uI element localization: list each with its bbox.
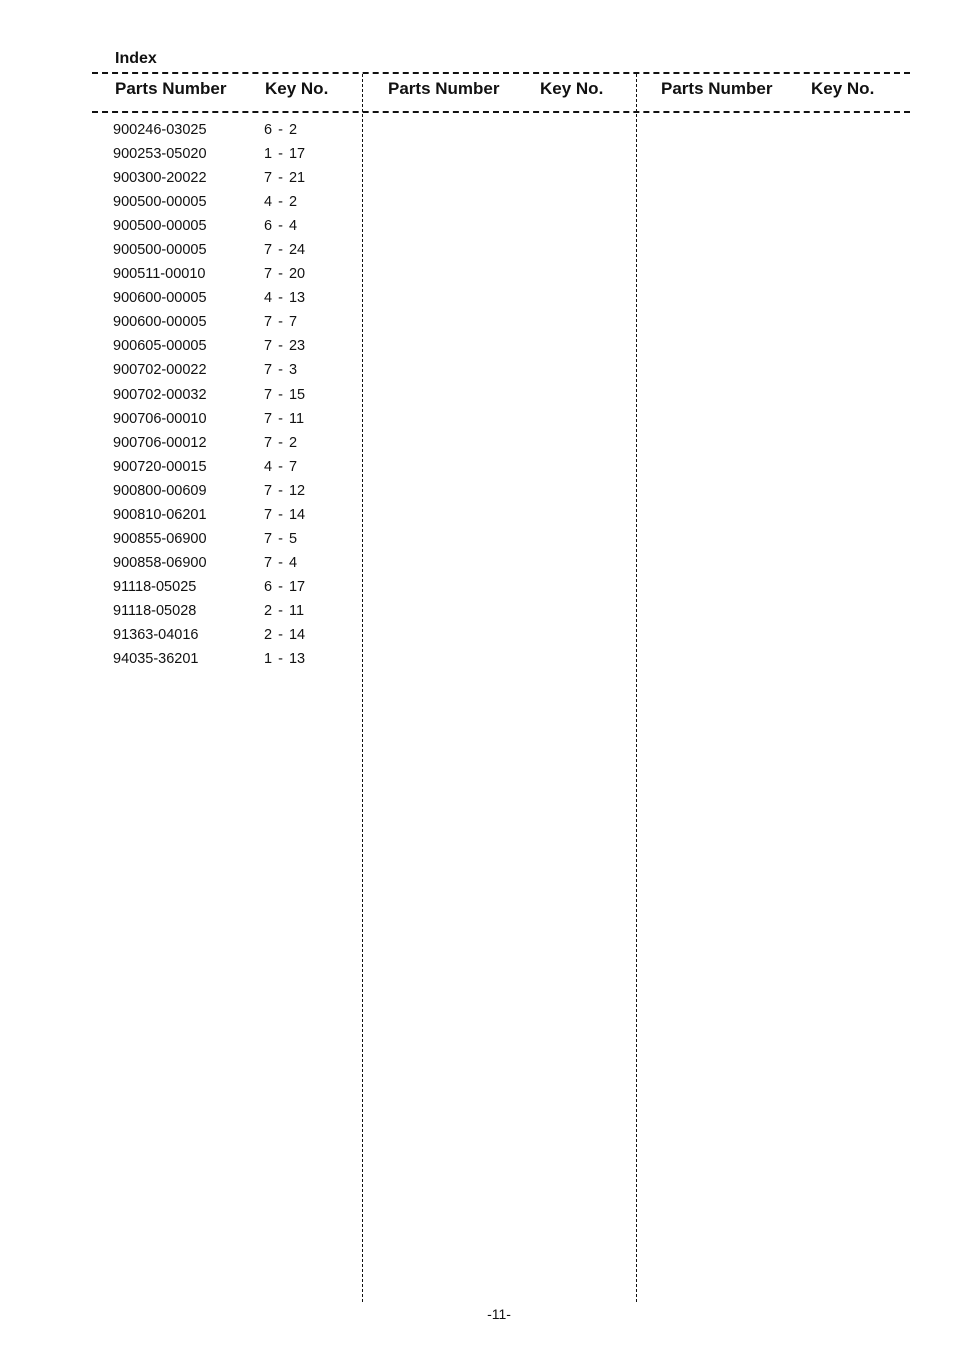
column-divider-1 (362, 74, 363, 1302)
part-number: 900300-20022 (113, 170, 207, 187)
part-number: 900702-00032 (113, 386, 207, 403)
table-row (113, 240, 353, 264)
column-2-key-header: Key No. (540, 79, 604, 98)
table-row (113, 192, 353, 216)
table-row (113, 409, 353, 433)
column-3-parts-header: Parts Number (661, 79, 773, 98)
key-number: 7 - 20 (264, 266, 306, 283)
key-number: 7 - 3 (264, 362, 298, 379)
table-row (113, 601, 353, 625)
page-number: -11- (487, 1306, 511, 1322)
part-number: 900600-00005 (113, 290, 207, 307)
key-number: 6 - 2 (264, 122, 298, 138)
key-number: 7 - 4 (264, 554, 298, 571)
key-number: 1 - 13 (264, 651, 306, 668)
key-number: 1 - 17 (264, 146, 306, 163)
table-row (113, 577, 353, 601)
part-number: 900855-06900 (113, 530, 207, 547)
key-number: 2 - 14 (264, 626, 306, 643)
part-number: 900706-00010 (113, 410, 207, 427)
key-number: 7 - 23 (264, 338, 306, 355)
part-number: 900800-00609 (113, 482, 207, 499)
table-row (113, 529, 353, 553)
part-number: 91118-05028 (113, 602, 197, 619)
table-row (113, 481, 353, 505)
table-row (113, 336, 353, 360)
part-number: 900858-06900 (113, 554, 207, 571)
key-number: 7 - 21 (264, 170, 306, 187)
key-number: 7 - 14 (264, 506, 306, 523)
table-row (113, 553, 353, 577)
key-number: 2 - 11 (264, 602, 305, 619)
table-row (113, 264, 353, 288)
column-3-key-header: Key No. (811, 79, 875, 98)
table-row (113, 385, 353, 409)
header-top-rule (92, 72, 910, 74)
table-row (113, 505, 353, 529)
part-number: 900511-00010 (113, 266, 206, 283)
column-1-key-header: Key No. (265, 79, 329, 98)
key-number: 4 - 2 (264, 194, 298, 211)
table-row (113, 457, 353, 481)
table-row (113, 144, 353, 168)
part-number: 94035-36201 (113, 651, 199, 668)
column-2-parts-header: Parts Number (388, 79, 500, 98)
part-number: 91363-04016 (113, 626, 199, 643)
table-row (113, 216, 353, 240)
table-row (113, 288, 353, 312)
key-number: 6 - 17 (264, 578, 306, 595)
part-number: 900500-00005 (113, 218, 207, 235)
part-number: 900500-00005 (113, 242, 207, 259)
table-row (113, 120, 353, 144)
key-number: 4 - 7 (264, 458, 298, 475)
table-row (113, 625, 353, 649)
part-number: 900253-05020 (113, 146, 207, 163)
index-title: Index (115, 50, 157, 67)
part-number: 900246-03025 (113, 122, 207, 138)
key-number: 7 - 2 (264, 434, 298, 451)
part-number: 900605-00005 (113, 338, 207, 355)
key-number: 6 - 4 (264, 218, 298, 235)
table-row (113, 433, 353, 457)
column-1-parts-header: Parts Number (115, 79, 227, 98)
key-number: 7 - 15 (264, 386, 306, 403)
key-number: 7 - 7 (264, 314, 298, 331)
header-bottom-rule (92, 111, 910, 113)
key-number: 7 - 24 (264, 242, 306, 259)
part-number: 900706-00012 (113, 434, 207, 451)
part-number: 91118-05025 (113, 578, 197, 595)
key-number: 7 - 12 (264, 482, 306, 499)
table-row (113, 649, 353, 673)
part-number: 900500-00005 (113, 194, 207, 211)
parts-list (113, 120, 353, 673)
part-number: 900810-06201 (113, 506, 207, 523)
key-number: 4 - 13 (264, 290, 306, 307)
part-number: 900600-00005 (113, 314, 207, 331)
key-number: 7 - 11 (264, 410, 305, 427)
table-row (113, 312, 353, 336)
part-number: 900720-00015 (113, 458, 207, 475)
table-row (113, 168, 353, 192)
key-number: 7 - 5 (264, 530, 298, 547)
column-divider-2 (636, 74, 637, 1302)
table-row (113, 360, 353, 384)
part-number: 900702-00022 (113, 362, 207, 379)
